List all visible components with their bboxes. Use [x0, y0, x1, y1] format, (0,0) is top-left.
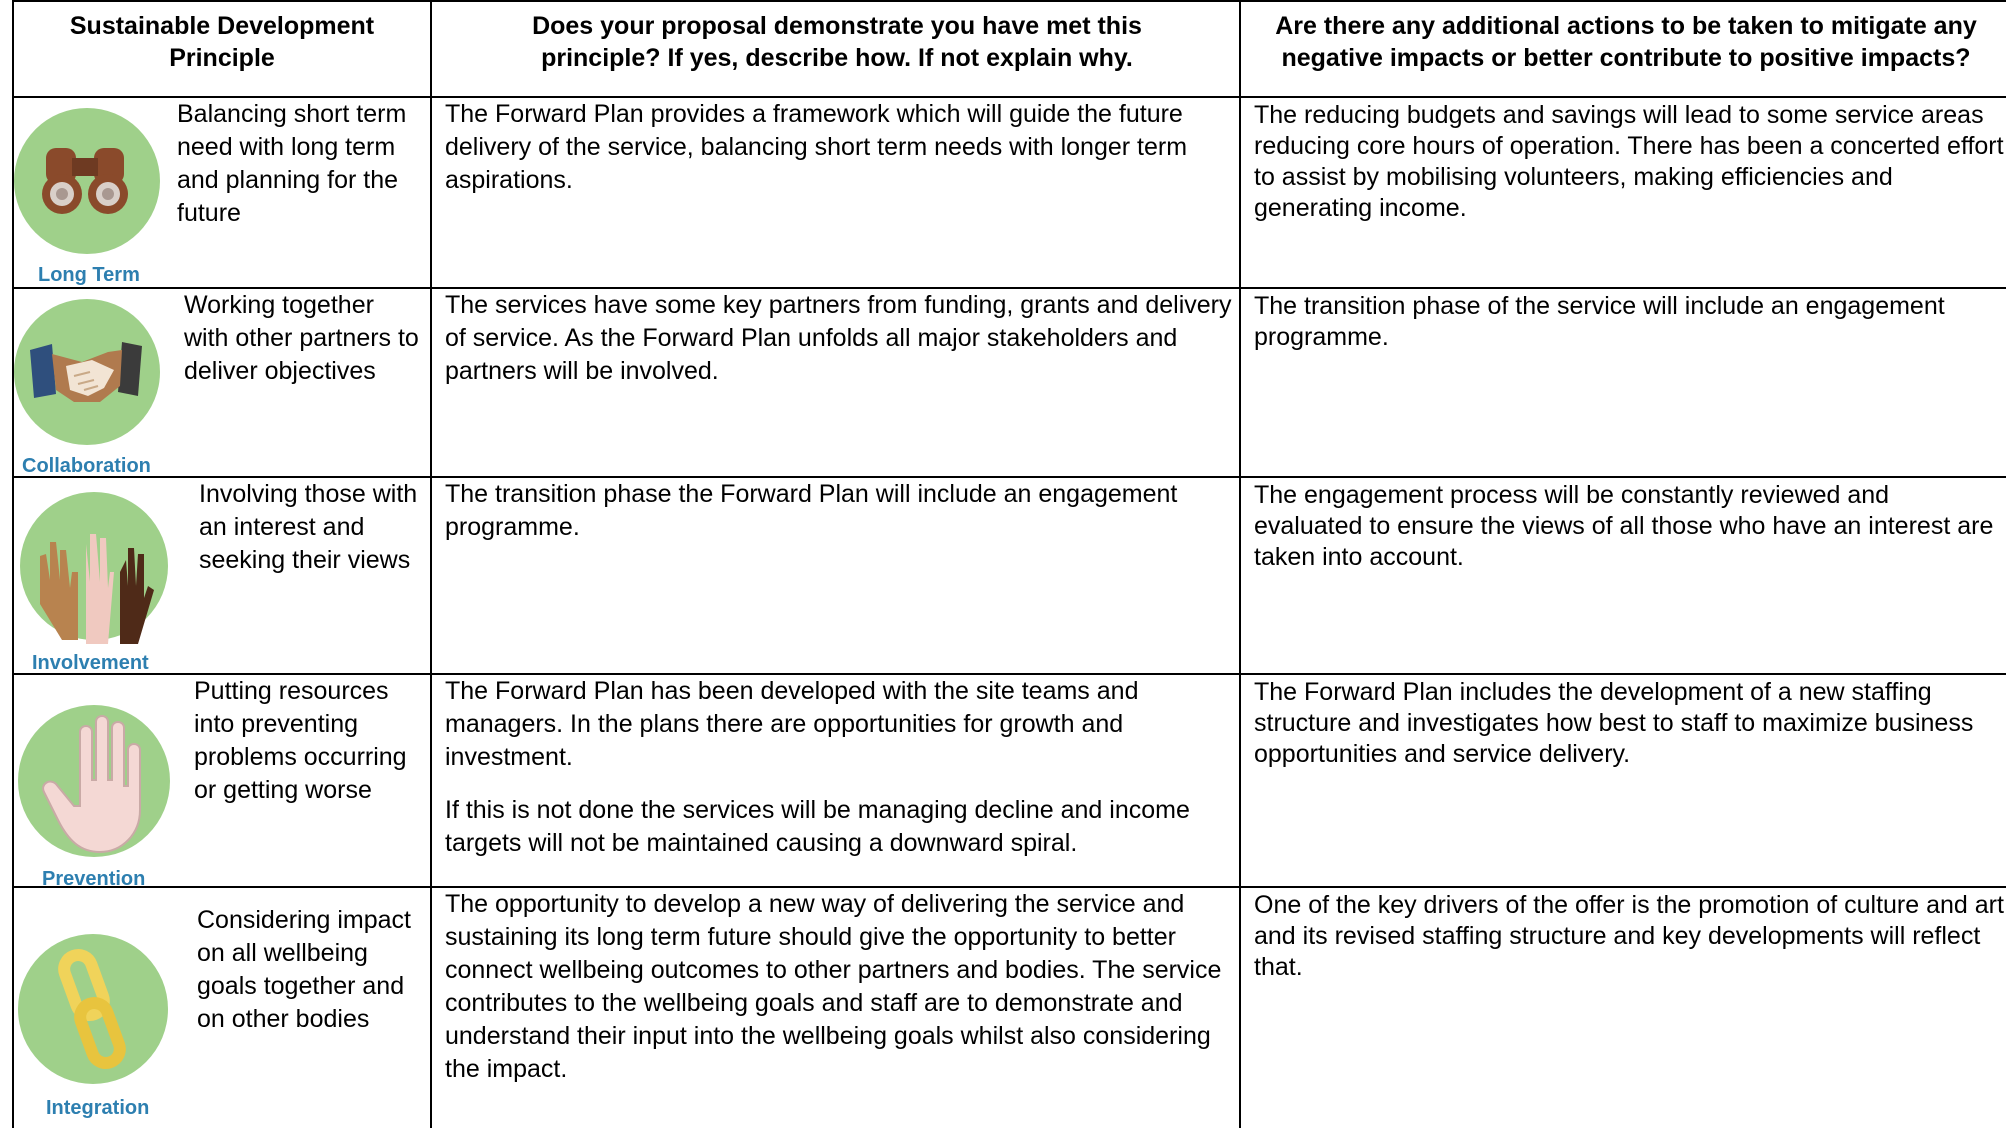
demonstration-text: [445, 675, 1235, 880]
column-divider: [12, 0, 14, 1128]
principle-text: Putting resources into preventing problems occurring or getting worse: [194, 677, 407, 804]
header-principle: Sustainable Development Principle: [69, 12, 375, 72]
column-divider: [1239, 0, 1241, 1128]
principle-text: Involving those with an interest and seeking their views: [199, 480, 418, 574]
principle-text: Considering impact on all wellbeing goals together and on other bodies: [197, 906, 411, 1033]
chain-link-icon: [12, 0, 13, 1]
column-divider: [430, 0, 432, 1128]
long-term-icon-circle: [14, 108, 160, 254]
additional-actions-text: One of the key drivers of the offer is the promotion of culture and art and its revised staffing structure and key developments will reflect that.: [1254, 891, 2004, 981]
paragraph: The Forward Plan has been developed with the site teams and managers. In the plans there are opportunities for growth and investment.: [445, 677, 1139, 771]
header-additional-actions: Are there any additional actions to be taken to mitigate any negative impacts or better contribute to positive impacts?: [1275, 12, 1977, 72]
table-border-top: [12, 0, 2006, 2]
paragraph: The Forward Plan provides a framework which will guide the future delivery of the service, balancing short term needs with longer term aspirations.: [445, 100, 1188, 194]
prevention-label: Prevention: [42, 868, 146, 890]
additional-actions-text: The engagement process will be constantly reviewed and evaluated to ensure the views of all those who have an interest are taken into account.: [1254, 481, 1994, 571]
sustainable-development-table: [12, 0, 2006, 1128]
additional-actions-text: The reducing budgets and savings will lead to some service areas reducing core hours of operation. There has been a concerted effort to assist by mobilising volunteers, making efficiencies and generating income.: [1254, 101, 2004, 222]
demonstration-text: [445, 289, 1235, 408]
demonstration-text: [445, 478, 1235, 564]
additional-actions-text: The Forward Plan includes the development of a new staffing structure and investigates how best to staff to maximize business opportunities and service delivery.: [1254, 678, 1974, 768]
header-demonstration: Does your proposal demonstrate you have met this principle? If yes, describe how. If not explain why.: [532, 12, 1142, 72]
principle-text: Balancing short term need with long term and planning for the future: [177, 100, 407, 227]
involvement-label: Involvement: [32, 652, 149, 674]
demonstration-text: [445, 98, 1235, 217]
demonstration-text: [445, 888, 1235, 1106]
paragraph: The transition phase the Forward Plan will include an engagement programme.: [445, 480, 1178, 541]
integration-label: Integration: [46, 1097, 150, 1119]
paragraph: If this is not done the services will be managing decline and income targets will not be maintained causing a downward spiral.: [445, 796, 1190, 857]
collaboration-label: Collaboration: [22, 455, 151, 477]
principle-text: Working together with other partners to deliver objectives: [184, 291, 419, 385]
paragraph: The opportunity to develop a new way of delivering the service and sustaining its long term future should give the opportunity to better connect wellbeing outcomes to other partners and bodies. The service contributes to the wellbeing goals and staff are to demonstrate and understand their input into the wellbeing goals whilst also considering the impact.: [445, 890, 1222, 1083]
additional-actions-text: The transition phase of the service will include an engagement programme.: [1254, 292, 1945, 351]
paragraph: The services have some key partners from funding, grants and delivery of service. As the Forward Plan unfolds all major stakeholders and partners will be involved.: [445, 291, 1232, 385]
long-term-label: Long Term: [38, 264, 140, 286]
